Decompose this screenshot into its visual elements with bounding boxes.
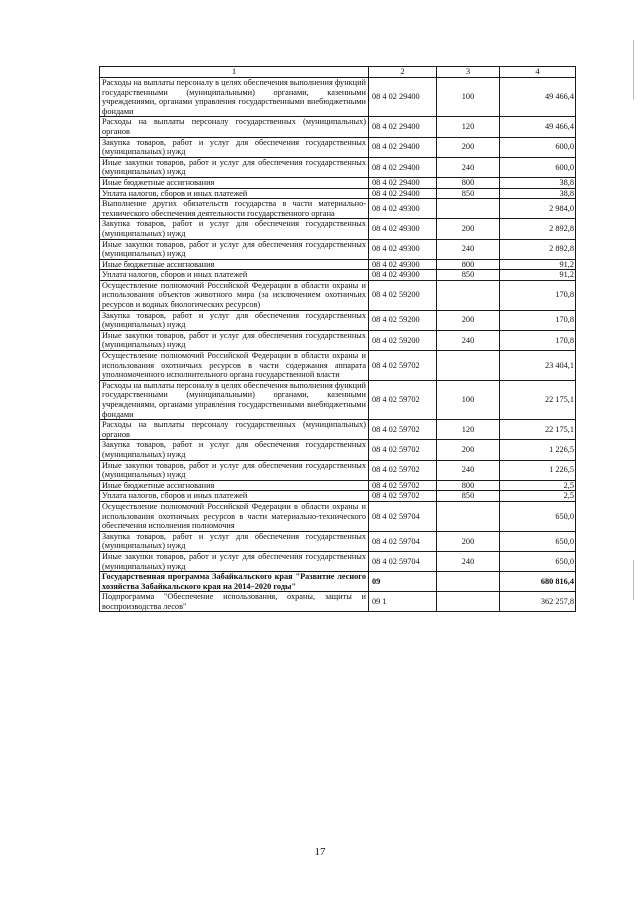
row-expense-type: 120: [437, 420, 500, 440]
row-amount: 600,0: [500, 157, 576, 177]
row-expense-type: [437, 199, 500, 219]
row-amount: 650,0: [500, 501, 576, 531]
table-row: [100, 270, 576, 281]
row-code: 08 4 02 59702: [369, 491, 437, 502]
row-description: Осуществление полномочий Российской Федерации в области охраны и использования объектов животного мира (за исключением охотничьих ресурсов и водных биологических ресурсов): [100, 280, 369, 310]
table-row: [100, 177, 576, 188]
row-code: 08 4 02 59704: [369, 531, 437, 551]
row-description: Иные бюджетные ассигнования: [100, 259, 369, 270]
header-col-3: 3: [437, 67, 500, 78]
row-code: 08 4 02 59200: [369, 280, 437, 310]
header-col-1: 1: [100, 67, 369, 78]
table-row: [100, 380, 576, 419]
table-row: [100, 460, 576, 480]
row-amount: 91,2: [500, 270, 576, 281]
row-expense-type: [437, 351, 500, 381]
row-code: 08 4 02 59704: [369, 501, 437, 531]
row-code: 08 4 02 49300: [369, 239, 437, 259]
header-col-4: 4: [500, 67, 576, 78]
row-description: Иные бюджетные ассигнования: [100, 177, 369, 188]
table-row: [100, 310, 576, 330]
row-amount: 170,8: [500, 330, 576, 350]
table-row: [100, 480, 576, 491]
row-description: Осуществление полномочий Российской Федерации в области охраны и использования охотничьих ресурсов в части материально-технического обеспечения исполнения полномочия: [100, 501, 369, 531]
row-code: 08 4 02 59702: [369, 351, 437, 381]
row-expense-type: 200: [437, 137, 500, 157]
row-code: 08 4 02 59200: [369, 310, 437, 330]
table-row: [100, 420, 576, 440]
row-code: 08 4 02 49300: [369, 270, 437, 281]
row-code: 08 4 02 29400: [369, 117, 437, 137]
table-row: [100, 117, 576, 137]
row-code: 08 4 02 59704: [369, 551, 437, 571]
table-row: [100, 551, 576, 571]
row-description: Уплата налогов, сборов и иных платежей: [100, 270, 369, 281]
row-code: 08 4 02 49300: [369, 259, 437, 270]
row-amount: 170,8: [500, 310, 576, 330]
row-amount: 91,2: [500, 259, 576, 270]
table-row: [100, 259, 576, 270]
row-amount: 49 466,4: [500, 117, 576, 137]
row-amount: 49 466,4: [500, 78, 576, 117]
table-row: [100, 440, 576, 460]
row-amount: 680 816,4: [500, 572, 576, 592]
row-amount: 2 892,8: [500, 239, 576, 259]
row-code: 08 4 02 59702: [369, 480, 437, 491]
row-description: Расходы на выплаты персоналу государственных (муниципальных) органов: [100, 117, 369, 137]
row-amount: 38,8: [500, 188, 576, 199]
table-row: [100, 219, 576, 239]
row-amount: 650,0: [500, 531, 576, 551]
row-description: Расходы на выплаты персоналу в целях обеспечения выполнения функций государственными (муниципальными) органами, казенными учреждениями, органами управления государственными внебюджетными фондами: [100, 78, 369, 117]
row-description: Закупка товаров, работ и услуг для обеспечения государственных (муниципальных) нужд: [100, 310, 369, 330]
row-amount: 600,0: [500, 137, 576, 157]
row-amount: 650,0: [500, 551, 576, 571]
scan-edge-mark: [633, 40, 634, 100]
table-row: [100, 199, 576, 219]
row-description: Уплата налогов, сборов и иных платежей: [100, 188, 369, 199]
row-code: 09: [369, 572, 437, 592]
table-row: [100, 280, 576, 310]
row-code: 08 4 02 59702: [369, 460, 437, 480]
row-amount: 23 404,1: [500, 351, 576, 381]
row-expense-type: [437, 501, 500, 531]
row-amount: 2,5: [500, 491, 576, 502]
row-expense-type: 800: [437, 259, 500, 270]
row-description: Иные закупки товаров, работ и услуг для обеспечения государственных (муниципальных) нужд: [100, 460, 369, 480]
row-description: Расходы на выплаты персоналу государственных (муниципальных) органов: [100, 420, 369, 440]
table-row: [100, 592, 576, 612]
table-header-row: [100, 67, 576, 78]
row-expense-type: 120: [437, 117, 500, 137]
row-amount: 2 984,0: [500, 199, 576, 219]
row-code: 08 4 02 29400: [369, 157, 437, 177]
row-expense-type: [437, 280, 500, 310]
table-row: [100, 330, 576, 350]
row-code: 08 4 02 29400: [369, 177, 437, 188]
row-expense-type: 240: [437, 157, 500, 177]
row-expense-type: 100: [437, 78, 500, 117]
row-description: Уплата налогов, сборов и иных платежей: [100, 491, 369, 502]
row-expense-type: 200: [437, 440, 500, 460]
table-row: [100, 501, 576, 531]
row-expense-type: [437, 592, 500, 612]
row-expense-type: 200: [437, 531, 500, 551]
row-description: Закупка товаров, работ и услуг для обеспечения государственных (муниципальных) нужд: [100, 531, 369, 551]
row-description: Иные закупки товаров, работ и услуг для обеспечения государственных (муниципальных) нужд: [100, 157, 369, 177]
row-expense-type: 850: [437, 270, 500, 281]
row-code: 08 4 02 59702: [369, 420, 437, 440]
row-expense-type: 240: [437, 551, 500, 571]
row-code: 08 4 02 49300: [369, 219, 437, 239]
page-number: 17: [314, 846, 326, 858]
table-row: [100, 188, 576, 199]
row-amount: 1 226,5: [500, 460, 576, 480]
row-expense-type: 850: [437, 188, 500, 199]
row-description: Закупка товаров, работ и услуг для обеспечения государственных (муниципальных) нужд: [100, 219, 369, 239]
table-row: [100, 351, 576, 381]
row-expense-type: 200: [437, 219, 500, 239]
header-col-2: 2: [369, 67, 437, 78]
row-code: 08 4 02 59200: [369, 330, 437, 350]
row-expense-type: 240: [437, 239, 500, 259]
row-expense-type: 800: [437, 480, 500, 491]
row-code: 08 4 02 59702: [369, 440, 437, 460]
row-expense-type: 240: [437, 330, 500, 350]
row-code: 08 4 02 29400: [369, 188, 437, 199]
table-row: [100, 157, 576, 177]
row-description: Закупка товаров, работ и услуг для обеспечения государственных (муниципальных) нужд: [100, 137, 369, 157]
row-expense-type: 100: [437, 380, 500, 419]
row-amount: 22 175,1: [500, 420, 576, 440]
row-expense-type: 200: [437, 310, 500, 330]
row-description: Иные закупки товаров, работ и услуг для обеспечения государственных (муниципальных) нужд: [100, 239, 369, 259]
row-code: 08 4 02 29400: [369, 137, 437, 157]
row-description: Осуществление полномочий Российской Федерации в области охраны и использования охотничьих ресурсов в части содержания аппарата уполномоченного исполнительного органа государственной власти: [100, 351, 369, 381]
table-row: [100, 137, 576, 157]
row-description: Расходы на выплаты персоналу в целях обеспечения выполнения функций государственными (муниципальными) органами, казенными учреждениями, органами управления государственными внебюджетными фондами: [100, 380, 369, 419]
row-amount: 1 226,5: [500, 440, 576, 460]
row-description: Иные бюджетные ассигнования: [100, 480, 369, 491]
table-row: [100, 78, 576, 117]
row-code: 08 4 02 49300: [369, 199, 437, 219]
row-expense-type: 850: [437, 491, 500, 502]
budget-table: [99, 66, 576, 612]
row-amount: 2 892,8: [500, 219, 576, 239]
row-expense-type: [437, 572, 500, 592]
row-description: Выполнение других обязательств государства в части материально-технического обеспечения деятельности государственного органа: [100, 199, 369, 219]
row-amount: 2,5: [500, 480, 576, 491]
row-code: 08 4 02 59702: [369, 380, 437, 419]
row-expense-type: 800: [437, 177, 500, 188]
row-amount: 38,8: [500, 177, 576, 188]
row-amount: 170,8: [500, 280, 576, 310]
table-row: [100, 572, 576, 592]
row-amount: 362 257,8: [500, 592, 576, 612]
row-expense-type: 240: [437, 460, 500, 480]
row-description: Иные закупки товаров, работ и услуг для обеспечения государственных (муниципальных) нужд: [100, 330, 369, 350]
table-row: [100, 239, 576, 259]
row-description: Государственная программа Забайкальского края "Развитие лесного хозяйства Забайкальского края на 2014–2020 годы": [100, 572, 369, 592]
table-row: [100, 491, 576, 502]
row-description: Подпрограмма "Обеспечение использования, охраны, защиты и воспроизводства лесов": [100, 592, 369, 612]
row-description: Закупка товаров, работ и услуг для обеспечения государственных (муниципальных) нужд: [100, 440, 369, 460]
row-description: Иные закупки товаров, работ и услуг для обеспечения государственных (муниципальных) нужд: [100, 551, 369, 571]
row-code: 08 4 02 29400: [369, 78, 437, 117]
table-row: [100, 531, 576, 551]
scan-edge-mark: [633, 560, 634, 600]
row-amount: 22 175,1: [500, 380, 576, 419]
row-code: 09 1: [369, 592, 437, 612]
